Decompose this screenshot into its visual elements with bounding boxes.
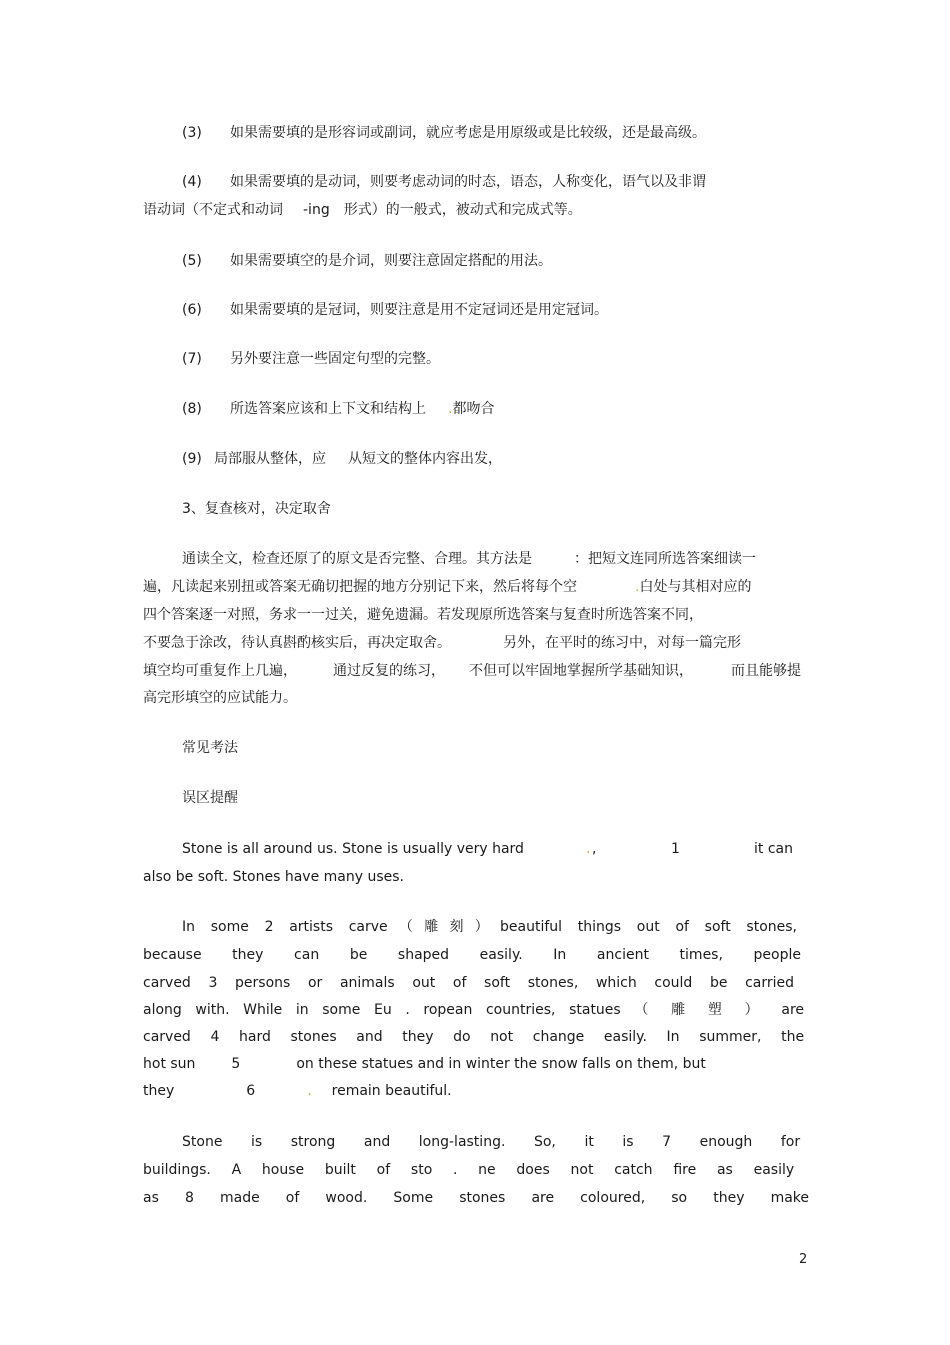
para-text: 另外，在平时的练习中，对每一篇完形: [503, 635, 741, 651]
para-text: 通读全文，检查还原了的原文是否完整、合理。其方法是: [182, 551, 532, 567]
stray-dot: .: [635, 579, 640, 595]
passage-word: hard: [239, 1029, 271, 1045]
item-number: (8): [182, 401, 202, 417]
passage-word: soft: [704, 919, 731, 935]
passage-word: of: [452, 975, 467, 991]
passage-text: ,: [592, 841, 597, 857]
passage-word: they: [713, 1190, 745, 1206]
item-6: [182, 300, 608, 320]
item-number: (7): [182, 351, 202, 367]
passage-line: [143, 1188, 809, 1208]
item-text: 局部服从整体，应: [214, 451, 326, 467]
blank-number: 2: [264, 919, 274, 935]
passage-line: [143, 945, 801, 965]
passage-word: fire: [673, 1162, 697, 1178]
passage-word: stones,: [527, 975, 579, 991]
passage-word: Stone: [182, 1134, 223, 1150]
item-number: (4): [182, 174, 202, 190]
passage-word: of: [285, 1190, 300, 1206]
passage-word: A: [231, 1162, 242, 1178]
blank-number: 7: [662, 1134, 672, 1150]
passage-word: long-lasting.: [418, 1134, 506, 1150]
para-line: 高完形填空的应试能力。: [143, 690, 297, 706]
item-text: 语动词（不定式和动词: [143, 202, 283, 218]
passage-word: of: [675, 919, 689, 935]
passage-word: carried: [745, 975, 795, 991]
passage-word: shaped: [397, 947, 450, 963]
passage-word: animals: [339, 975, 395, 991]
passage-word: wood.: [325, 1190, 368, 1206]
stray-dot: .: [586, 841, 591, 857]
passage-word: ）: [744, 1002, 768, 1018]
passage-word: some: [210, 919, 249, 935]
item-number: (9): [182, 451, 202, 467]
blank-number: 8: [184, 1190, 194, 1206]
para-text: 白处与其相对应的: [639, 579, 752, 595]
passage-line: [182, 917, 797, 937]
passage-line: [143, 1027, 804, 1047]
passage-word: sto . ne: [410, 1162, 496, 1178]
blank-number: 1: [671, 841, 680, 857]
passage-line: [182, 1132, 800, 1152]
passage-word: out: [636, 919, 660, 935]
passage-word: countries,: [485, 1002, 556, 1018]
passage-word: and: [363, 1134, 391, 1150]
passage-text: remain beautiful.: [331, 1083, 452, 1099]
passage-word: make: [770, 1190, 810, 1206]
passage-word: it: [584, 1134, 594, 1150]
passage-word: carved: [143, 975, 191, 991]
passage-word: carve（雕刻）beautiful: [348, 919, 563, 935]
passage-word: not: [570, 1162, 594, 1178]
passage-word: some: [322, 1002, 361, 1018]
para-line: [182, 549, 756, 569]
item-text: 所选答案应该和上下文和结构上: [230, 401, 426, 417]
para-text: 通过反复的练习，: [333, 663, 445, 679]
item-number: (3): [182, 125, 202, 141]
passage-word: in: [295, 1002, 309, 1018]
item-text: 如果需要填的是动词，则要考虑动词的时态，语态，人称变化，语气以及非谓: [230, 174, 706, 190]
stray-dot: .: [307, 1083, 312, 1099]
passage-word: coloured,: [580, 1190, 646, 1206]
passage-word: is: [251, 1134, 263, 1150]
passage-word: which: [595, 975, 637, 991]
passage-word: stones,: [746, 919, 797, 935]
passage-text: on these statues and in winter the snow falls on them, but: [296, 1056, 706, 1072]
para-line: 四个答案逐一对照，务求一一过关，避免遗漏。若发现原所选答案与复查时所选答案不同，: [143, 607, 703, 623]
passage-word: they: [232, 947, 264, 963]
passage-word: could: [654, 975, 693, 991]
para-text: 而且能够提: [731, 663, 801, 679]
passage-word: Some: [393, 1190, 434, 1206]
para-text: 不但可以牢固地掌握所学基础知识，: [469, 663, 693, 679]
passage-word: change: [532, 1029, 585, 1045]
passage-word: （: [634, 1002, 658, 1018]
passage-word: along: [143, 1002, 182, 1018]
item-text: 如果需要填的是形容词或副词，就应考虑是用原级或是比较级，还是最高级。: [230, 125, 706, 141]
passage-word: So,: [533, 1134, 556, 1150]
passage-word: because: [143, 947, 202, 963]
item-number: (5): [182, 253, 202, 269]
passage-word: are: [781, 1002, 805, 1018]
passage-word: so: [671, 1190, 688, 1206]
passage-word: is: [622, 1134, 634, 1150]
passage-word: and: [356, 1029, 383, 1045]
passage-word: do: [453, 1029, 471, 1045]
passage-word: summer,: [699, 1029, 762, 1045]
passage-word: buildings.: [143, 1162, 211, 1178]
blank-number: 5: [231, 1056, 241, 1072]
passage-word: house: [261, 1162, 305, 1178]
passage-word: as: [143, 1190, 159, 1206]
step-heading: 3、复查核对，决定取舍: [182, 501, 331, 517]
passage-text: it can: [754, 841, 793, 857]
item-4-continuation: [143, 200, 582, 220]
blank-number: 6: [246, 1083, 256, 1099]
item-9: [182, 449, 502, 469]
item-text: 如果需要填空的是介词，则要注意固定搭配的用法。: [230, 253, 552, 269]
passage-word: for: [780, 1134, 801, 1150]
passage-word: the: [781, 1029, 805, 1045]
item-4: [182, 172, 706, 192]
passage-word: ancient: [596, 947, 649, 963]
item-text: 另外要注意一些固定句型的完整。: [230, 351, 440, 367]
passage-word: are: [531, 1190, 555, 1206]
passage-word: with.: [195, 1002, 230, 1018]
stray-dot: .: [448, 401, 453, 417]
passage-line: [182, 839, 792, 859]
blank-number: 4: [210, 1029, 220, 1045]
para-text: ：把短文连同所选答案细读一: [574, 551, 756, 567]
section-heading: 误区提醒: [182, 790, 238, 806]
passage-line: [143, 1054, 706, 1074]
para-text: 不要急于涂改，待认真斟酌核实后，再决定取舍。: [143, 635, 451, 651]
passage-word: strong: [290, 1134, 336, 1150]
passage-text: they: [143, 1083, 175, 1099]
item-3: [182, 123, 706, 143]
para-text: 填空均可重复作上几遍，: [143, 663, 297, 679]
item-7: [182, 349, 440, 369]
passage-word: soft: [484, 975, 511, 991]
passage-word: or: [307, 975, 323, 991]
passage-word: they: [402, 1029, 434, 1045]
item-text: 如果需要填的是冠词，则要注意是用不定冠词还是用定冠词。: [230, 302, 608, 318]
passage-word: 塑: [707, 1002, 732, 1018]
passage-word: of: [376, 1162, 391, 1178]
passage-text: Stone is all around us. Stone is usually very hard: [182, 841, 524, 857]
passage-word: things: [577, 919, 622, 935]
passage-word: easily: [753, 1162, 795, 1178]
passage-word: be: [349, 947, 368, 963]
passage-word: carved: [143, 1029, 191, 1045]
passage-text: hot sun: [143, 1056, 196, 1072]
passage-word: artists: [289, 919, 334, 935]
blank-number: 3: [208, 975, 218, 991]
passage-word: easily.: [479, 947, 523, 963]
passage-word: statues: [569, 1002, 621, 1018]
passage-line: [143, 1000, 804, 1020]
para-line: [143, 633, 741, 653]
section-heading: 常见考法: [182, 740, 238, 756]
item-8: [182, 399, 494, 419]
passage-word: built: [324, 1162, 356, 1178]
passage-line: [143, 1160, 794, 1180]
passage-word: In: [182, 919, 196, 935]
passage-word: times,: [679, 947, 723, 963]
passage-word: be: [709, 975, 728, 991]
item-text: 都吻合: [452, 401, 495, 417]
passage-word: 雕: [671, 1002, 695, 1018]
item-5: [182, 251, 552, 271]
passage-word: easily.: [603, 1029, 647, 1045]
passage-word: enough: [699, 1134, 753, 1150]
passage-word: In: [553, 947, 567, 963]
item-number: (6): [182, 302, 202, 318]
para-line: [143, 577, 751, 597]
passage-word: stones: [459, 1190, 506, 1206]
passage-word: persons: [235, 975, 291, 991]
passage-line: also be soft. Stones have many uses.: [143, 869, 404, 885]
passage-line: [143, 1081, 452, 1101]
passage-word: While: [243, 1002, 283, 1018]
passage-word: people: [753, 947, 801, 963]
passage-word: not: [490, 1029, 514, 1045]
passage-word: made: [219, 1190, 260, 1206]
para-line: [143, 661, 801, 681]
passage-word: can: [294, 947, 320, 963]
item-text: 形式）的一般式，被动式和完成式等。: [343, 202, 582, 218]
passage-word: as: [716, 1162, 733, 1178]
item-text: -ing: [303, 202, 330, 218]
passage-word: out: [412, 975, 436, 991]
passage-word: In: [666, 1029, 680, 1045]
page-number: 2: [799, 1252, 808, 1267]
passage-word: stones: [290, 1029, 337, 1045]
para-text: 遍，凡读起来别扭或答案无确切把握的地方分别记下来，然后将每个空: [143, 579, 577, 595]
passage-word: catch: [614, 1162, 653, 1178]
passage-line: [143, 973, 794, 993]
passage-word: does: [516, 1162, 550, 1178]
item-text: 从短文的整体内容出发，: [348, 451, 502, 467]
passage-word: Eu . ropean: [374, 1002, 473, 1018]
